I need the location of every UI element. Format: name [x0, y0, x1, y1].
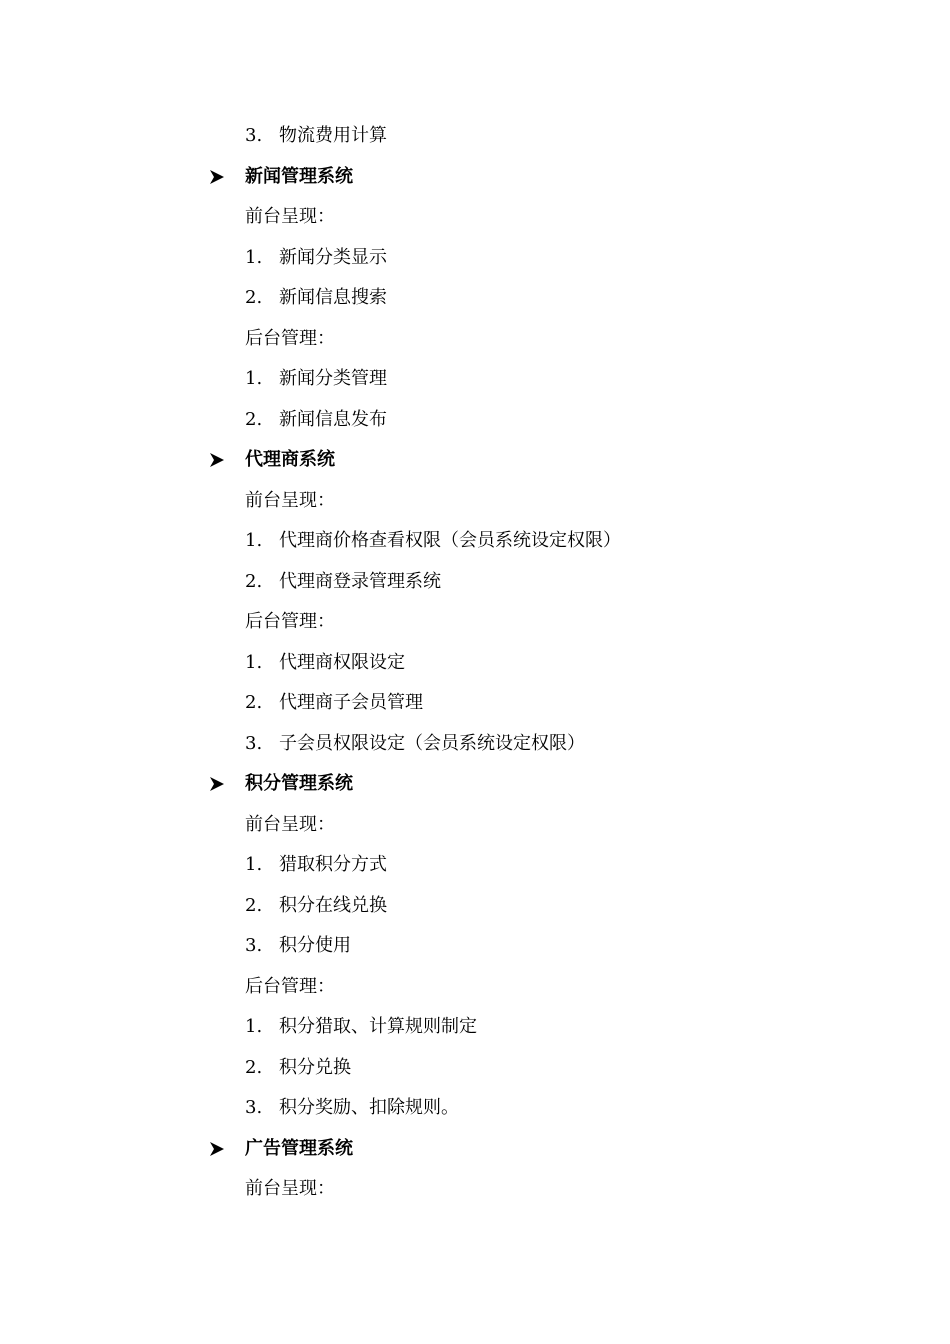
subsection-label-text: 前台呈现： — [245, 206, 335, 227]
section-heading-text: 新闻管理系统 — [245, 165, 353, 187]
list-item-text: 新闻分类显示 — [279, 246, 387, 268]
list-item-number: 3. — [245, 125, 263, 146]
list-item-number: 3. — [245, 732, 263, 754]
arrowhead-bullet-icon — [209, 1129, 229, 1170]
section-heading-text: 积分管理系统 — [245, 773, 353, 794]
section-heading — [0, 1129, 950, 1170]
list-item-number: 2. — [245, 692, 263, 713]
list-item — [0, 562, 950, 603]
list-item-text: 新闻分类管理 — [279, 368, 387, 389]
subsection-label-text: 后台管理： — [245, 611, 335, 632]
subsection-label-text: 后台管理： — [245, 327, 335, 349]
list-item-number: 1. — [245, 246, 263, 268]
list-item — [0, 521, 950, 562]
list-item-text: 新闻信息发布 — [279, 408, 387, 430]
list-item-text: 代理商价格查看权限（会员系统设定权限） — [279, 530, 621, 551]
list-item-number: 2. — [245, 894, 263, 916]
list-item — [0, 1007, 950, 1048]
list-item — [0, 116, 950, 157]
list-item-number: 2. — [245, 408, 263, 430]
subsection-label — [0, 197, 950, 238]
list-item-text: 代理商子会员管理 — [279, 692, 423, 713]
list-item-text: 代理商权限设定 — [279, 651, 405, 673]
list-item — [0, 845, 950, 886]
list-item-number: 3. — [245, 935, 263, 956]
list-item — [0, 926, 950, 967]
list-item — [0, 886, 950, 927]
list-item-number: 1. — [245, 651, 263, 673]
subsection-label-text: 前台呈现： — [245, 489, 335, 511]
list-item-text: 子会员权限设定（会员系统设定权限） — [279, 732, 585, 754]
list-item-number: 3. — [245, 1097, 263, 1118]
list-item-text: 积分奖励、扣除规则。 — [279, 1097, 459, 1118]
list-item-text: 积分猎取、计算规则制定 — [279, 1016, 477, 1037]
list-item — [0, 278, 950, 319]
subsection-label-text: 前台呈现： — [245, 813, 335, 835]
list-item — [0, 1048, 950, 1089]
list-item-text: 积分使用 — [279, 935, 351, 956]
subsection-label — [0, 481, 950, 522]
list-item — [0, 359, 950, 400]
list-item-text: 新闻信息搜索 — [279, 287, 387, 308]
list-item-number: 2. — [245, 287, 263, 308]
list-item-number: 1. — [245, 1016, 263, 1037]
list-item-number: 1. — [245, 530, 263, 551]
subsection-label — [0, 1169, 950, 1210]
list-item — [0, 643, 950, 684]
list-item — [0, 400, 950, 441]
subsection-label-text: 前台呈现： — [245, 1178, 335, 1199]
list-item-text: 积分兑换 — [279, 1056, 351, 1078]
arrowhead-bullet-icon — [209, 157, 229, 198]
list-item-text: 物流费用计算 — [279, 125, 387, 146]
list-item-number: 1. — [245, 368, 263, 389]
subsection-label-text: 后台管理： — [245, 975, 335, 997]
list-item — [0, 238, 950, 279]
list-item-text: 猎取积分方式 — [279, 854, 387, 875]
list-item-text: 代理商登录管理系统 — [279, 570, 441, 592]
list-item — [0, 724, 950, 765]
section-heading — [0, 764, 950, 805]
section-heading-text: 代理商系统 — [245, 449, 335, 470]
section-heading-text: 广告管理系统 — [245, 1137, 353, 1159]
list-item-number: 2. — [245, 570, 263, 592]
arrowhead-bullet-icon — [209, 440, 229, 481]
section-heading — [0, 440, 950, 481]
subsection-label — [0, 602, 950, 643]
section-heading — [0, 157, 950, 198]
subsection-label — [0, 967, 950, 1008]
list-item-number: 1. — [245, 854, 263, 875]
arrowhead-bullet-icon — [209, 764, 229, 805]
list-item-number: 2. — [245, 1056, 263, 1078]
list-item — [0, 1088, 950, 1129]
subsection-label — [0, 805, 950, 846]
list-item-text: 积分在线兑换 — [279, 894, 387, 916]
subsection-label — [0, 319, 950, 360]
document-page — [0, 116, 950, 1210]
list-item — [0, 683, 950, 724]
